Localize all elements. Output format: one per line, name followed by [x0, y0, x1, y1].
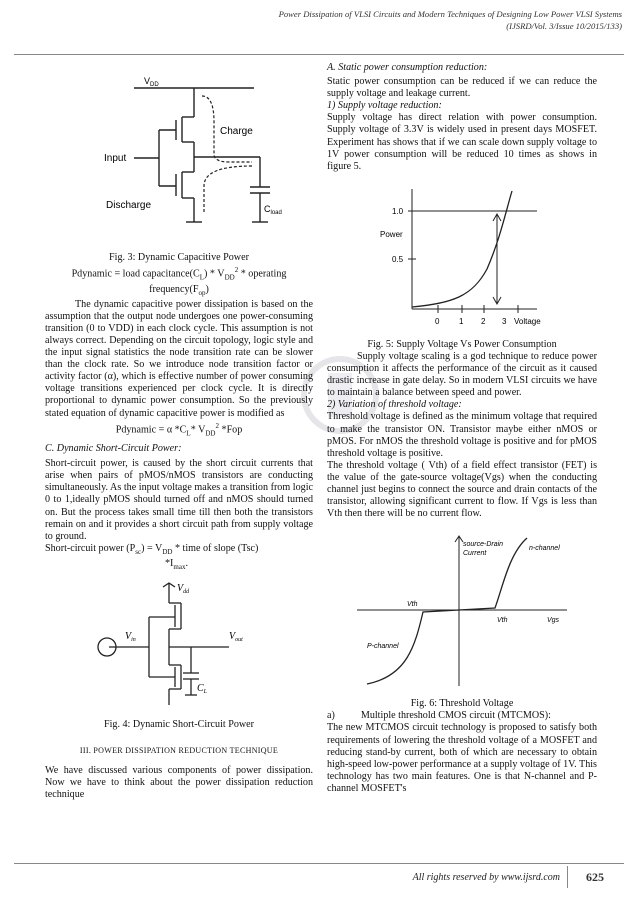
svg-text:Input: Input	[104, 153, 127, 164]
figure-6-caption: Fig. 6: Threshold Voltage	[410, 698, 514, 710]
heading-static-power-reduction: A. Static power consumption reduction:	[327, 62, 488, 73]
svg-text:n-channel: n-channel	[529, 545, 560, 553]
svg-text:Cload: $C_{load}$	[264, 204, 282, 216]
svg-text:Discharge: Discharge	[106, 200, 152, 211]
svg-text:Current: Current	[463, 550, 487, 558]
section-heading-iii: III. POWER DISSIPATION REDUCTION TECHNIQUE	[79, 746, 279, 756]
paragraph-supply-voltage: Supply voltage has direct relation with power consumption. Supply voltage of 3.3V is widely used in present days MOSFET. Experiment has shows that if we can scale down supply voltage to 1V power consumption will be reduced 10 times as shows in figure 5.	[327, 112, 597, 172]
paragraph-threshold-fet: The threshold voltage ( Vth) of a field effect transistor (FET) is the value of the gate-source voltage(Vgs) when the conducting channel just begins to connect the source and drain contacts of the transistor, allowing significant current to flow. If Vgs is less than Vth then there will be no current flow.	[327, 459, 597, 520]
equation-modified-dynamic-power: Pdynamic = α $*C_L*$ $V_{DD}^2$ *Fop	[115, 421, 243, 437]
svg-text:1: 1	[459, 316, 464, 326]
svg-text:Charge: Charge	[220, 126, 253, 137]
running-header	[162, 8, 622, 32]
svg-text:Vgs: Vgs	[547, 617, 560, 625]
paragraph-mtcmos: The new MTCMOS circuit technology is proposed to satisfy both requirements of lowering the threshold voltage of a MOSFET and reducing stand-by current, both of which are necessary to obtain high-speed low-power performance at a supply voltage of 1V. This technology has two main features. One is that N-channel and P-channel MOSFET's	[327, 722, 597, 794]
figure-4-circuit	[79, 577, 279, 713]
equation-dynamic-power: Pdynamic = load $capacitance(C_L) * V_{DD}^2$ * operating $frequency(F_{op})$	[71, 266, 287, 297]
paragraph-voltage-scaling: Supply voltage scaling is a god technique to reduce power consumption it affects the performance of the circuit as it caused drastic increase in gate delay. So in modern VLSI circuits we have to maintain a balance between speed and power.	[327, 350, 597, 399]
svg-text:Vdd: $V_{dd}$	[177, 583, 190, 596]
paragraph-static-power: Static power consumption can be reduced if we can reduce the supply voltage and leakage current.	[327, 76, 597, 100]
footer-rule	[14, 863, 624, 864]
figure-6-threshold-voltage	[347, 526, 577, 694]
svg-text:P-channel: P-channel	[367, 643, 399, 651]
heading-threshold-variation: 2) Variation of threshold voltage:	[327, 399, 462, 411]
heading-short-circuit: C. Dynamic Short-Circuit Power:	[45, 443, 182, 455]
svg-text:Vin: $V_{in}$	[125, 631, 136, 644]
right-column	[327, 62, 597, 795]
paragraph-activity-factor: The dynamic capacitive power dissipation is based on the assumption that the output node undergoes one power-consuming transition (0 to VDD) in each clock cycle. This assumption is not always correct. Depending on the circuit topology, logic style and the input signal statistics the node transition rate can be slower than the clock rate. So we introduce node transition factor or activity factor (α), which is effective number of power consuming voltage transitions experienced per clock cycle. It is directly proportional to dynamic power consumption. So the previously stated equation of dynamic capacitive power is modified as	[45, 298, 313, 419]
svg-text:2: 2	[481, 316, 486, 326]
svg-text:Vth: Vth	[407, 601, 418, 609]
header-rule	[14, 54, 624, 55]
equation-short-circuit: Short-circuit power $(P_{sc}) = V_{DD}$ * time of slope (Tsc) $*I_{max}$.	[45, 542, 259, 571]
paragraph-short-circuit: Short-circuit power, is caused by the short circuit currents that arise when pairs of pMOS/nMOS transistors are conducting simultaneously. As the input voltage makes a transition from logic 0 to 1,ideally pMOS should turned off and nMOS should turned on. But the process takes small time till then both the transistors remain on and it provides a short circuit path from supply voltage to ground.	[45, 458, 313, 542]
paragraph-threshold-definition: Threshold voltage is defined as the minimum voltage that required to make the transistor ON. Transistor maybe either nMOS or pMOS. For nMOS the threshold voltage is positive and for pMOS threshold voltage is positive.	[327, 411, 597, 459]
svg-text:Voltage: Voltage	[514, 316, 541, 326]
header-title: Power Dissipation of VLSI Circuits and Modern Techniques of Designing Low Power VLSI Systems	[278, 9, 622, 19]
header-citation: (IJSRD/Vol. 3/Issue 10/2015/133)	[506, 21, 622, 31]
heading-supply-voltage-reduction: 1) Supply voltage reduction:	[327, 100, 442, 112]
svg-text:Power: Power	[380, 229, 403, 239]
svg-text:CL: $C_L$	[197, 683, 208, 696]
paragraph-reduction-intro: We have discussed various components of power dissipation. Now we have to think about the power dissipation reduction technique	[45, 765, 313, 801]
figure-3-caption: Fig. 3: Dynamic Capacitive Power	[109, 252, 249, 263]
figure-3-circuit	[64, 62, 294, 240]
svg-text:source-Drain: source-Drain	[463, 541, 504, 549]
svg-text:Vth: Vth	[497, 617, 508, 625]
svg-text:0: 0	[435, 316, 440, 326]
svg-text:VDD: $V_{DD}$	[144, 76, 159, 88]
svg-text:Vout: $V_{out}$	[229, 631, 243, 644]
svg-text:3: 3	[502, 316, 507, 326]
figure-5-voltage-vs-power	[372, 179, 552, 339]
svg-text:0.5: 0.5	[392, 254, 404, 264]
page-footer	[0, 863, 638, 893]
figure-5-caption: Fig. 5: Supply Voltage Vs Power Consumption	[367, 338, 557, 350]
left-column	[45, 62, 313, 802]
footer-credit: All rights reserved by www.ijsrd.com	[412, 872, 560, 883]
figure-4-caption: Fig. 4: Dynamic Short-Circuit Power	[104, 719, 254, 731]
page-number: 625	[567, 866, 622, 888]
item-a-heading: a) Multiple threshold CMOS circuit (MTCMOS):	[327, 710, 551, 722]
svg-text:1.0: 1.0	[392, 206, 404, 216]
